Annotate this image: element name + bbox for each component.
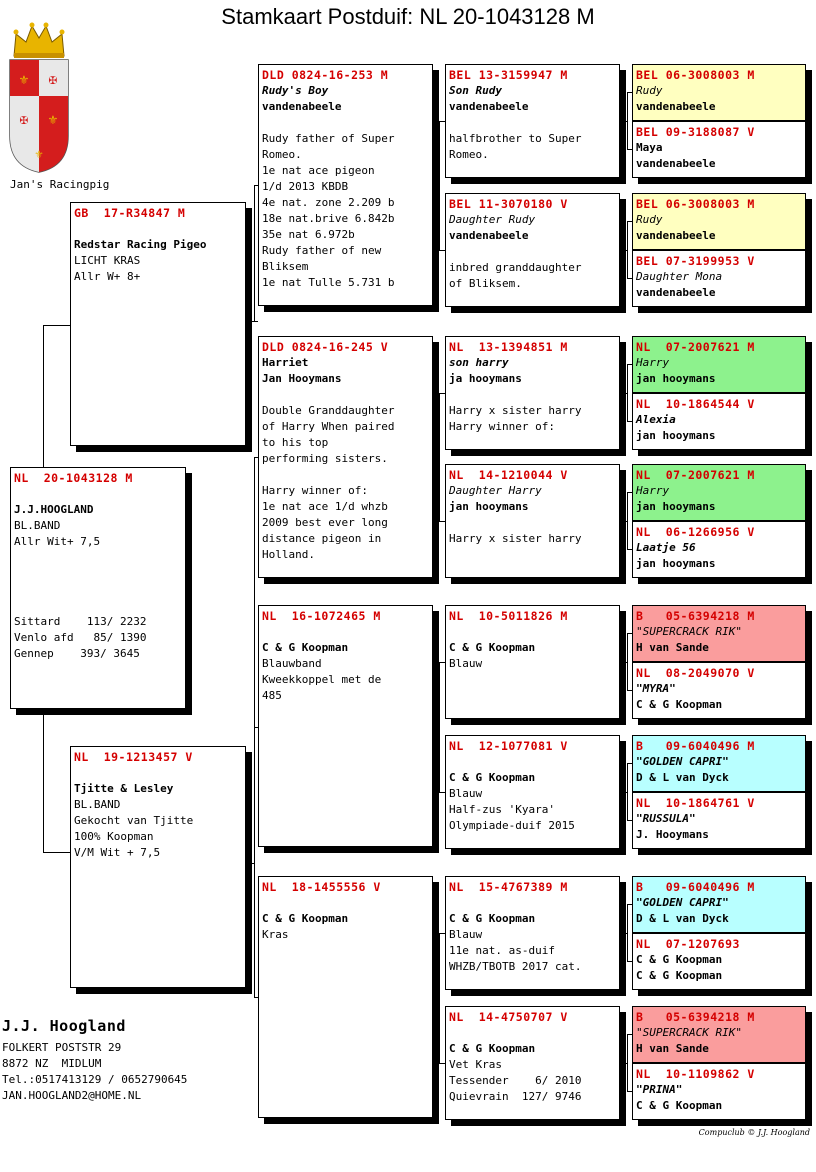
ring-number: DLD 0824-16-253 M: [262, 68, 389, 82]
connector-line: [439, 393, 440, 521]
pigeon-info-line: Rudy: [636, 213, 663, 226]
ring-number: NL 16-1072465 M: [262, 609, 381, 623]
pigeon-info-line: BL.BAND: [14, 519, 61, 532]
great-grandparent-card-8[interactable]: [445, 1006, 620, 1120]
pigeon-info-line: Tessender 6/ 2010: [449, 1074, 582, 1087]
connector-line: [433, 457, 439, 458]
great-great-grandparent-card-9[interactable]: [632, 605, 806, 662]
pigeon-info-line: WHZB/TBOTB 2017 cat.: [449, 960, 582, 973]
pigeon-info-line: Daughter Harry: [449, 484, 542, 497]
connector-line: [627, 364, 628, 421]
pigeon-info-line: "RUSSULA": [636, 812, 696, 825]
connector-line: [627, 763, 628, 820]
ring-number: DLD 0824-16-245 V: [262, 340, 389, 354]
pigeon-info-line: "SUPERCRACK RIK": [636, 1026, 742, 1039]
connector-line: [620, 933, 627, 934]
club-crest-logo: [8, 16, 70, 176]
connector-line: [627, 492, 628, 549]
ring-number: NL 13-1394851 M: [449, 340, 568, 354]
credit-line: Compuclub © J.J. Hoogland: [698, 1128, 810, 1137]
page-title: Stamkaart Postduif: NL 20-1043128 M: [221, 4, 595, 29]
pigeon-info-line: C & G Koopman: [262, 641, 349, 654]
pigeon-info-line: 1e nat ace pigeon: [262, 164, 375, 177]
pigeon-info-line: C & G Koopman: [636, 1099, 723, 1112]
pigeon-info-line: "PRINA": [636, 1083, 683, 1096]
svg-text:⚜: ⚜: [19, 72, 29, 88]
pigeon-info-line: C & G Koopman: [449, 771, 536, 784]
pigeon-info-line: 485: [262, 689, 282, 702]
pigeon-info-line: [262, 115, 429, 131]
pigeon-info-line: Romeo.: [262, 148, 302, 161]
connector-line: [620, 393, 627, 394]
ring-number: NL 06-1266956 V: [636, 525, 755, 539]
pigeon-info-line: Son Rudy: [449, 84, 502, 97]
pigeon-info-line: J. Hooymans: [636, 828, 709, 841]
pigeon-info-line: LICHT KRAS: [74, 254, 141, 267]
connector-line: [620, 662, 627, 663]
great-grandparent-card-2[interactable]: [445, 193, 620, 307]
great-great-grandparent-card-7[interactable]: [632, 464, 806, 521]
svg-text:✠: ✠: [19, 112, 29, 128]
ring-number: NL 07-2007621 M: [636, 340, 755, 354]
great-great-grandparent-card-16[interactable]: [632, 1063, 806, 1120]
subject-pigeon-card[interactable]: [10, 467, 186, 709]
pigeon-info-line: Allr Wit+ 7,5: [14, 535, 101, 548]
great-great-grandparent-card-11[interactable]: [632, 735, 806, 792]
pigeon-info-line: Harry winner of:: [449, 420, 555, 433]
ring-number: B 05-6394218 M: [636, 609, 755, 623]
ring-number: BEL 06-3008003 M: [636, 197, 755, 211]
pigeon-info-line: [74, 765, 242, 781]
owner-phone: Tel.:0517413129 / 0652790645: [2, 1073, 188, 1086]
ring-number: NL 20-1043128 M: [14, 471, 133, 485]
pigeon-info-line: vandenabeele: [636, 286, 716, 299]
pigeon-info-line: performing sisters.: [262, 452, 388, 465]
owner-email: JAN.HOOGLAND2@HOME.NL: [2, 1089, 142, 1102]
pigeon-info-line: Double Granddaughter: [262, 404, 395, 417]
pigeon-info-line: jan hooymans: [636, 500, 716, 513]
owner-address-block: [2, 1018, 187, 1104]
pigeon-info-line: Jan Hooymans: [262, 372, 342, 385]
pigeon-info-line: [74, 221, 242, 237]
ring-number: NL 07-2007621 M: [636, 468, 755, 482]
pigeon-info-line: ja hooymans: [449, 372, 522, 385]
connector-line: [439, 933, 440, 1063]
great-great-grandparent-card-3[interactable]: [632, 193, 806, 250]
great-great-grandparent-card-10[interactable]: [632, 662, 806, 719]
ring-number: NL 10-5011826 M: [449, 609, 568, 623]
father-card[interactable]: [70, 202, 246, 446]
great-grandparent-card-1[interactable]: [445, 64, 620, 178]
great-grandparent-card-4[interactable]: [445, 464, 620, 578]
svg-text:⚜: ⚜: [48, 112, 58, 128]
connector-line: [433, 185, 439, 186]
connector-line: [439, 662, 440, 792]
pigeon-info-line: Quievrain 127/ 9746: [449, 1090, 582, 1103]
pigeon-info-line: Harry winner of:: [262, 484, 368, 497]
connector-line: [439, 121, 440, 250]
pigeon-info-line: 1/d 2013 KBDB: [262, 180, 349, 193]
pigeon-info-line: Kweekkoppel met de: [262, 673, 382, 686]
pigeon-info-line: son harry: [449, 356, 509, 369]
pigeon-info-line: Daughter Mona: [636, 270, 723, 283]
great-great-grandparent-card-2[interactable]: [632, 121, 806, 178]
ring-number: NL 12-1077081 V: [449, 739, 568, 753]
connector-line: [433, 726, 439, 727]
connector-line: [43, 709, 44, 852]
pigeon-info-line: Harry: [636, 484, 670, 497]
pigeon-info-line: C & G Koopman: [262, 912, 349, 925]
pigeon-info-line: vandenabeele: [449, 229, 529, 242]
pigeon-info-line: [262, 467, 429, 483]
pigeon-info-line: 18e nat.brive 6.842b: [262, 212, 395, 225]
pigeon-info-line: H van Sande: [636, 1042, 709, 1055]
pigeon-info-line: Gekocht van Tjitte: [74, 814, 194, 827]
connector-line: [620, 521, 627, 522]
pigeon-info-line: vandenabeele: [636, 100, 716, 113]
pigeon-info-line: "GOLDEN CAPRI": [636, 755, 729, 768]
connector-line: [627, 904, 628, 961]
grandparent-card-4[interactable]: [258, 876, 433, 1118]
pigeon-info-line: Rudy: [636, 84, 663, 97]
pigeon-info-line: to his top: [262, 436, 329, 449]
pigeon-info-line: Romeo.: [449, 148, 489, 161]
pigeon-info-line: C & G Koopman: [636, 969, 723, 982]
pigeon-info-line: 4e nat. zone 2.209 b: [262, 196, 395, 209]
pigeon-info-line: [449, 895, 616, 911]
great-grandparent-card-3[interactable]: [445, 336, 620, 450]
logo-caption: Jan's Racingpig: [10, 178, 110, 191]
pigeon-info-line: [262, 895, 429, 911]
pigeon-info-line: Blauw: [449, 928, 483, 941]
ring-number: NL 14-4750707 V: [449, 1010, 568, 1024]
pigeon-info-line: [14, 582, 182, 598]
pigeon-info-line: 100% Koopman: [74, 830, 154, 843]
connector-line: [627, 221, 628, 278]
pigeon-info-line: 1e nat Tulle 5.731 b: [262, 276, 395, 289]
pigeon-info-line: Daughter Rudy: [449, 213, 536, 226]
connector-line: [254, 321, 258, 322]
pigeon-info-line: [449, 515, 616, 531]
pigeon-info-line: Half-zus 'Kyara': [449, 803, 555, 816]
pigeon-info-line: C & G Koopman: [449, 1042, 536, 1055]
pigeon-info-line: Harry x sister harry: [449, 532, 582, 545]
pigeon-info-line: [449, 1025, 616, 1041]
great-great-grandparent-card-1[interactable]: [632, 64, 806, 121]
pigeon-info-line: 2009 best ever long: [262, 516, 388, 529]
grandparent-card-2[interactable]: [258, 336, 433, 578]
pigeon-info-line: [449, 115, 616, 131]
pigeon-info-line: 35e nat 6.972b: [262, 228, 355, 241]
ring-number: NL 14-1210044 V: [449, 468, 568, 482]
great-great-grandparent-card-14[interactable]: [632, 933, 806, 990]
pigeon-info-line: Blauw: [449, 787, 483, 800]
pigeon-info-line: Blauwband: [262, 657, 322, 670]
connector-line: [43, 325, 70, 326]
pigeon-info-line: jan hooymans: [636, 429, 716, 442]
pigeon-info-line: Kras: [262, 928, 289, 941]
pigeon-info-line: distance pigeon in: [262, 532, 382, 545]
pigeon-info-line: Redstar Racing Pigeo: [74, 238, 207, 251]
pigeon-info-line: vandenabeele: [449, 100, 529, 113]
great-great-grandparent-card-5[interactable]: [632, 336, 806, 393]
great-grandparent-card-5[interactable]: [445, 605, 620, 719]
ring-number: BEL 07-3199953 V: [636, 254, 755, 268]
owner-city: 8872 NZ MIDLUM: [2, 1057, 102, 1070]
ring-number: NL 10-1864544 V: [636, 397, 755, 411]
pigeon-info-line: [449, 244, 616, 260]
mother-card[interactable]: [70, 746, 246, 988]
great-great-grandparent-card-8[interactable]: [632, 521, 806, 578]
owner-name: J.J. Hoogland: [2, 1017, 126, 1035]
ring-number: BEL 13-3159947 M: [449, 68, 568, 82]
pigeon-info-line: Rudy father of Super: [262, 132, 395, 145]
pigeon-info-line: Sittard 113/ 2232: [14, 615, 147, 628]
ring-number: BEL 09-3188087 V: [636, 125, 755, 139]
pigeon-info-line: [449, 754, 616, 770]
pigeon-info-line: halfbrother to Super: [449, 132, 582, 145]
pigeon-info-line: Harriet: [262, 356, 309, 369]
ring-number: NL 10-1864761 V: [636, 796, 755, 810]
pigeon-info-line: jan hooymans: [449, 500, 529, 513]
connector-line: [627, 92, 628, 149]
pigeon-info-line: Laatje 56: [636, 541, 696, 554]
pigeon-info-line: Tjitte & Lesley: [74, 782, 174, 795]
pigeon-info-line: of Harry When paired: [262, 420, 395, 433]
connector-line: [433, 997, 439, 998]
pigeon-info-line: [449, 624, 616, 640]
pigeon-info-line: Olympiade-duif 2015: [449, 819, 575, 832]
ring-number: NL 08-2049070 V: [636, 666, 755, 680]
pigeon-info-line: Alexia: [636, 413, 676, 426]
ring-number: B 09-6040496 M: [636, 739, 755, 753]
pigeon-info-line: Rudy's Boy: [262, 84, 329, 97]
pigeon-info-line: J.J.HOOGLAND: [14, 503, 94, 516]
great-great-grandparent-card-13[interactable]: [632, 876, 806, 933]
pigeon-info-line: V/M Wit + 7,5: [74, 846, 161, 859]
pigeon-info-line: Venlo afd 85/ 1390: [14, 631, 147, 644]
pigeon-info-line: C & G Koopman: [449, 641, 536, 654]
grandparent-card-3[interactable]: [258, 605, 433, 847]
pigeon-info-line: Bliksem: [262, 260, 309, 273]
connector-line: [627, 633, 628, 690]
great-grandparent-card-7[interactable]: [445, 876, 620, 990]
great-great-grandparent-card-6[interactable]: [632, 393, 806, 450]
connector-line: [620, 121, 627, 122]
svg-text:⚜: ⚜: [35, 147, 43, 161]
pigeon-info-line: Holland.: [262, 548, 315, 561]
pigeon-info-line: Allr W+ 8+: [74, 270, 141, 283]
pigeon-info-line: BL.BAND: [74, 798, 121, 811]
pigeon-info-line: vandenabeele: [262, 100, 342, 113]
connector-line: [620, 1063, 627, 1064]
connector-line: [620, 250, 627, 251]
connector-line: [43, 325, 44, 467]
pigeon-info-line: Maya: [636, 141, 663, 154]
connector-line: [254, 727, 255, 997]
ring-number: B 05-6394218 M: [636, 1010, 755, 1024]
great-great-grandparent-card-12[interactable]: [632, 792, 806, 849]
pigeon-info-line: "SUPERCRACK RIK": [636, 625, 742, 638]
pigeon-info-line: 11e nat. as-duif: [449, 944, 555, 957]
ring-number: NL 10-1109862 V: [636, 1067, 755, 1081]
svg-text:✠: ✠: [48, 72, 58, 88]
pigeon-info-line: of Bliksem.: [449, 277, 522, 290]
pigeon-info-line: Gennep 393/ 3645: [14, 647, 140, 660]
pigeon-info-line: [14, 566, 182, 582]
pigeon-info-line: D & L van Dyck: [636, 771, 729, 784]
ring-number: BEL 11-3070180 V: [449, 197, 568, 211]
pigeon-info-line: inbred granddaughter: [449, 261, 582, 274]
pigeon-info-line: [14, 598, 182, 614]
connector-line: [246, 863, 254, 864]
pigeon-info-line: jan hooymans: [636, 557, 716, 570]
great-grandparent-card-6[interactable]: [445, 735, 620, 849]
pigeon-info-line: vandenabeele: [636, 229, 716, 242]
ring-number: B 09-6040496 M: [636, 880, 755, 894]
ring-number: BEL 06-3008003 M: [636, 68, 755, 82]
pigeon-info-line: "MYRA": [636, 682, 676, 695]
great-great-grandparent-card-15[interactable]: [632, 1006, 806, 1063]
pigeon-info-line: Rudy father of new: [262, 244, 382, 257]
pigeon-info-line: [449, 387, 616, 403]
ring-number: NL 19-1213457 V: [74, 750, 193, 764]
pigeon-info-line: Harry: [636, 356, 670, 369]
pigeon-info-line: jan hooymans: [636, 372, 716, 385]
pigeon-info-line: [262, 624, 429, 640]
pigeon-info-line: C & G Koopman: [636, 953, 723, 966]
pigeon-info-line: [262, 387, 429, 403]
connector-line: [43, 852, 70, 853]
grandparent-card-1[interactable]: [258, 64, 433, 306]
ring-number: NL 07-1207693: [636, 937, 740, 951]
pigeon-info-line: [14, 550, 182, 566]
pigeon-info-line: D & L van Dyck: [636, 912, 729, 925]
pigeon-info-line: C & G Koopman: [449, 912, 536, 925]
ring-number: GB 17-R34847 M: [74, 206, 186, 220]
pigeon-info-line: vandenabeele: [636, 157, 716, 170]
pigeon-info-line: Vet Kras: [449, 1058, 502, 1071]
pigeon-info-line: Harry x sister harry: [449, 404, 582, 417]
connector-line: [246, 321, 254, 322]
ring-number: NL 18-1455556 V: [262, 880, 381, 894]
connector-line: [254, 185, 255, 321]
pigeon-info-line: 1e nat ace 1/d whzb: [262, 500, 388, 513]
pigeon-info-line: "GOLDEN CAPRI": [636, 896, 729, 909]
connector-line: [627, 1034, 628, 1091]
great-great-grandparent-card-4[interactable]: [632, 250, 806, 307]
connector-line: [620, 792, 627, 793]
pigeon-info-line: C & G Koopman: [636, 698, 723, 711]
pigeon-info-line: Blauw: [449, 657, 483, 670]
pigeon-info-line: H van Sande: [636, 641, 709, 654]
owner-street: FOLKERT POSTSTR 29: [2, 1041, 122, 1054]
ring-number: NL 15-4767389 M: [449, 880, 568, 894]
